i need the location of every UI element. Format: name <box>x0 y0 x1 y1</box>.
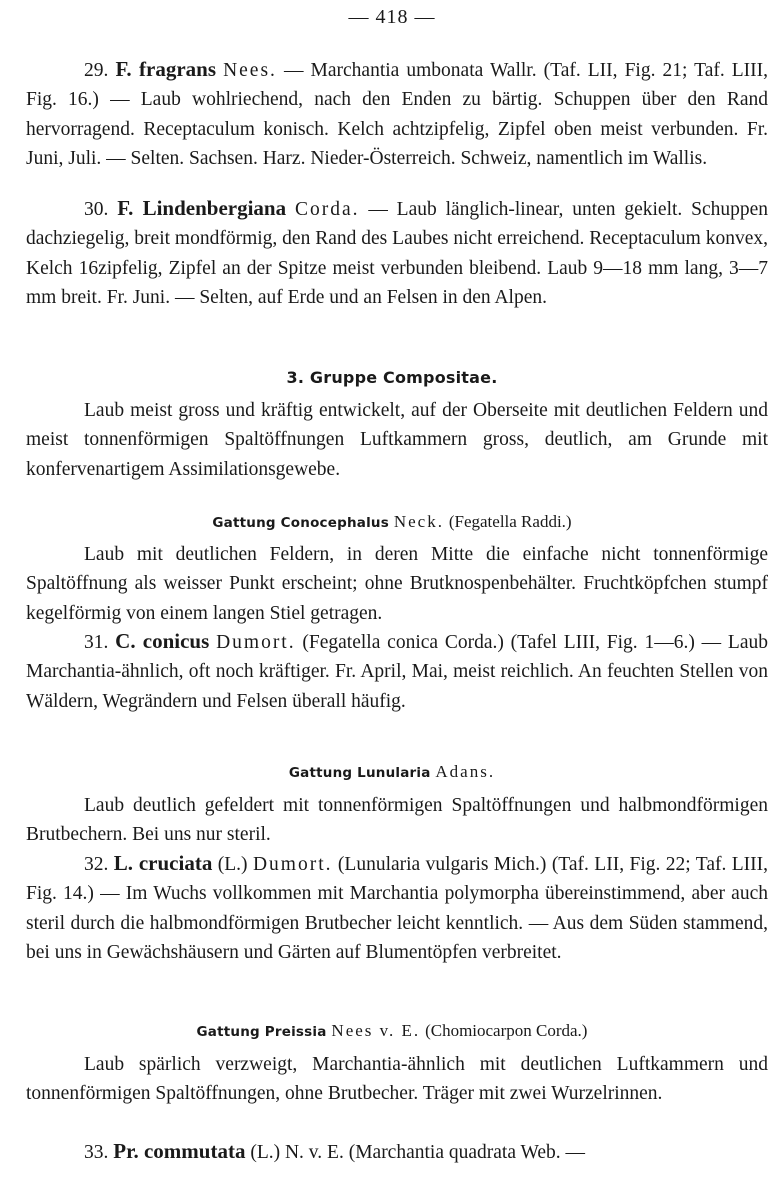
species-author: Nees. <box>223 60 277 81</box>
species-author: Dumort. <box>252 854 333 875</box>
species-name: F. fragrans <box>115 57 216 81</box>
genus-description-preissia: Laub spärlich verzweigt, Marchantia-ähnlich mit deutlichen Luftkammern und tonnenförmigen Spaltöffnungen, ohne Brutbecher. Träger mit zwei Wurzelrinnen. <box>26 1054 768 1105</box>
genus-label: Gattung Lunularia <box>288 765 431 781</box>
entry-number: 30. <box>84 199 109 220</box>
genus-synonym: (Fegatella Raddi.) <box>448 512 572 531</box>
genus-heading-preissia <box>0 1019 784 1044</box>
group-description: Laub meist gross und kräftig entwickelt, auf der Oberseite mit deutlichen Feldern und meist tonnenförmigen Spaltöffnungen Luftkammern gross, deutlich, am Grunde mit konfervenartigem Assimilationsgewebe. <box>26 400 768 480</box>
entry-text: (Fegatella conica Corda.) (Tafel LIII, Fig. 1—6.) — Laub Marchantia-ähnlich, oft noch kräftiger. Fr. April, Mai, meist reichlich. An feuchten Stellen von Wäldern, Wegrändern und Felsen überall häufig. <box>26 632 768 712</box>
species-author-prefix: (L.) <box>217 854 248 875</box>
entry-31 <box>26 627 768 716</box>
entry-number: 31. <box>84 632 109 653</box>
entry-30 <box>26 194 768 312</box>
entry-text: (Lunularia vulgaris Mich.) (Taf. LII, Fig. 22; Taf. LIII, Fig. 14.) — Im Wuchs vollkommen mit Marchantia polymorpha übereinstimmend, aber auch steril durch die halbmondförmigen Brutbecher leicht kenntlich. — Aus dem Süden stammend, bei uns in Gewächshäusern und Gärten auf Blumentöpfen verbreitet. <box>26 854 769 963</box>
entry-text: — Marchantia umbonata Wallr. (Taf. LII, Fig. 21; Taf. LIII, Fig. 16.) — Laub wohlriechend, nach den Enden zu bärtig. Schuppen über den Rand hervorragend. Receptaculum konisch. Kelch achtzipfelig, Zipfel oben meist verbunden. Fr. Juni, Juli. — Selten. Sachsen. Harz. Nieder-Österreich. Schweiz, namentlich im Wallis. <box>26 60 769 169</box>
species-name: C. conicus <box>115 629 210 653</box>
species-name: L. cruciata <box>113 851 213 875</box>
entry-number: 32. <box>84 854 109 875</box>
entry-29 <box>26 55 768 173</box>
entry-33 <box>26 1137 768 1167</box>
genus-heading-lunularia <box>0 760 784 785</box>
genus-author: Neck. <box>393 512 444 531</box>
entry-text: — Laub länglich-linear, unten gekielt. Schuppen dachziegelig, breit mondförmig, den Rand des Laubes nicht erreichend. Receptaculum konvex, Kelch 16zipfelig, Zipfel an der Spitze meist verbunden bleibend. Laub 9—18 mm lang, 3—7 mm breit. Fr. Juni. — Selten, auf Erde und an Felsen in den Alpen. <box>26 199 769 308</box>
page-number: — 418 — <box>348 6 436 28</box>
entry-32 <box>26 849 768 967</box>
genus-description-lunularia: Laub deutlich gefeldert mit tonnenförmigen Spaltöffnungen und halbmondförmigen Brutbechern. Bei uns nur steril. <box>26 795 768 846</box>
species-author: Dumort. <box>216 632 296 653</box>
entry-text: (L.) N. v. E. (Marchantia quadrata Web. — <box>250 1142 586 1163</box>
genus-label: Gattung Preissia <box>196 1024 327 1040</box>
entry-number: 33. <box>84 1142 109 1163</box>
species-name: F. Lindenbergiana <box>117 196 287 220</box>
species-author: Corda. <box>294 199 360 220</box>
genus-heading-conocephalus <box>0 510 784 535</box>
group-heading: 3. Gruppe Compositae. <box>286 368 498 387</box>
species-name: Pr. commutata <box>113 1139 246 1163</box>
genus-author: Adans. <box>435 762 496 781</box>
genus-synonym: (Chomiocarpon Corda.) <box>425 1021 588 1040</box>
genus-description-conocephalus: Laub mit deutlichen Feldern, in deren Mitte die einfache nicht tonnenförmige Spaltöffnung als weisser Punkt erscheint; ohne Brutknospenbehälter. Fruchtköpfchen stumpf kegelförmig von einem langen Stiel getragen. <box>26 544 768 624</box>
genus-author: Nees v. E. <box>331 1021 421 1040</box>
genus-label: Gattung Conocephalus <box>212 515 389 531</box>
entry-number: 29. <box>84 60 109 81</box>
